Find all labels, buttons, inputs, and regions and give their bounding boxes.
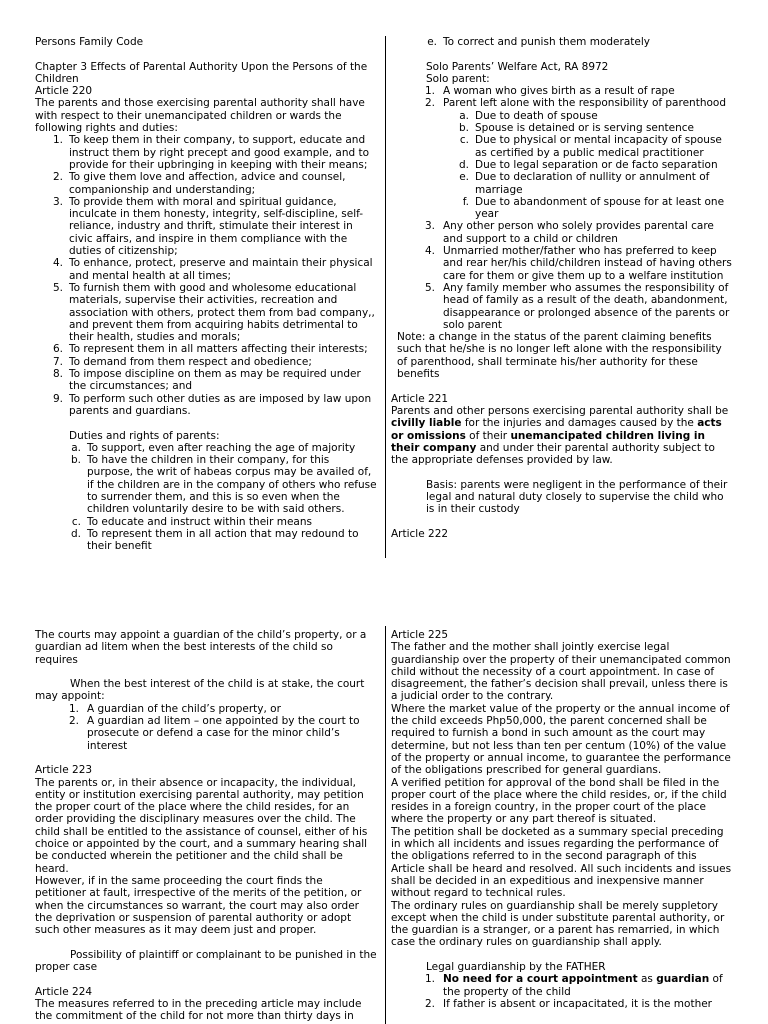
list-item: 3. To provide them with moral and spiritual guidance, inculcate in them honesty, integrity, self-discipline, self-reliance, industry and thrift, stimulate their interest in civic affairs, and inspire in them compliance with the duties of citizenship; <box>52 195 364 258</box>
list-item: b. To have the children in their company, for this purpose, the writ of habeas corpus may be availed of, if the children are in the company of others who refuse to surrender them, and this is so even when the children voluntarily desire to be with said others. <box>70 454 377 516</box>
list-item: c. To educate and instruct within their means <box>71 515 312 528</box>
list-item: 1. A guardian of the child’s property, or <box>68 702 281 715</box>
list-item: 4. Unmarried mother/father who has preferred to keep and rear her/his child/children instead of having others care for them or give them up to a welfare institution <box>424 245 732 282</box>
list-item: 9. To perform such other duties as are imposed by law upon parents and guardians. <box>52 392 372 417</box>
column-divider-bottom <box>385 626 386 1024</box>
article-223-para-2: However, if in the same proceeding the court finds the petitioner at fault, irrespective of the merits of the petition, or when the circumstances so warrant, the court may also order the deprivation or suspension of parental authority or adopt such other measures as it may deem just and proper. <box>35 874 362 937</box>
father-guardianship-heading: Legal guardianship by the FATHER <box>426 961 606 974</box>
list-item: 4. To enhance, protect, preserve and maintain their physical and mental health at all times; <box>52 257 373 282</box>
top-left-column <box>35 36 377 552</box>
article-225-para-4: The petition shall be docketed as a summary special preceding in which all incidents and issues regarding the performance of the obligations referred to in the second paragraph of this Article shall be heard and resolved. All such incidents and issues shall be decided in an expeditious and inexpensive manner without regard to technical rules. <box>391 825 732 900</box>
list-item: 2. If father is absent or incapacitated, it is the mother <box>424 997 712 1010</box>
list-item: 8. To impose discipline on them as may be required under the circumstances; and <box>52 368 361 393</box>
list-item: 3. Any other person who solely provides parental care and support to a child or children <box>424 220 714 245</box>
article-225-para-3: A verified petition for approval of the bond shall be filed in the proper court of the place where the child resides, or, if the child resides in a foreign country, in the proper court of the place where the property or any part thereof is situated. <box>391 776 727 826</box>
status-change-note: Note: a change in the status of the parent claiming benefits such that he/she is no longer left alone with the responsibility of parenthood, shall terminate his/her authority for these benefits <box>397 331 722 381</box>
article-220-intro: The parents and those exercising parental authority shall have with respect to their unemancipated children or wards the following rights and duties: <box>35 97 365 135</box>
top-right-column <box>391 36 733 540</box>
article-225-para-5: The ordinary rules on guardianship shall be merely suppletory except when the child is under substitute parental authority, or the guardian is a stranger, or a parent has remarried, in which case the ordinary rules on guardianship shall apply. <box>391 899 725 949</box>
list-item: d. Due to legal separation or de facto separation <box>458 158 718 171</box>
article-222-heading: Article 222 <box>391 527 449 540</box>
list-item: c. Due to physical or mental incapacity of spouse as certified by a public medical practitioner <box>459 134 722 159</box>
article-224-heading: Article 224 <box>35 985 93 998</box>
article-225-para-1: The father and the mother shall jointly exercise legal guardianship over the property of their unemancipated common child without the necessity of a court appointment. In case of disagreement, the father’s decision shall prevail, unless there is a judicial order to the contrary. <box>391 641 731 703</box>
list-item: 2. A guardian ad litem – one appointed by the court to prosecute or defend a case for the minor child’s interest <box>68 715 360 752</box>
article-221-heading: Article 221 <box>391 392 449 405</box>
court-may-appoint: When the best interest of the child is at stake, the court may appoint: <box>35 678 365 703</box>
bottom-right-column <box>391 629 733 1010</box>
article-220-heading: Article 220 <box>35 85 93 98</box>
appointment-list <box>35 703 377 752</box>
article-221-body: Parents and other persons exercising parental authority shall be civilly liable for the injuries and damages caused by the acts or omissions of their unemancipated children living in their company and under their parental authority subject to the appropriate defenses provided by law. <box>391 404 729 467</box>
list-item: a. To support, even after reaching the age of majority <box>71 441 356 454</box>
punishment-possibility: Possibility of plaintiff or complainant to be punished in the proper case <box>35 948 377 974</box>
article-222-body: The courts may appoint a guardian of the child’s property, or a guardian ad litem when the best interests of the child so requires <box>35 629 367 666</box>
solo-parent-label: Solo parent: <box>426 72 490 85</box>
list-item: 2. Parent left alone with the responsibility of parenthood <box>424 97 726 110</box>
solo-parent-sub-list <box>391 110 733 221</box>
list-item: a. Due to death of spouse <box>459 109 598 122</box>
duties-list <box>35 442 377 553</box>
article-224-body: The measures referred to in the preceding article may include the commitment of the child for not more than thirty days in <box>35 997 362 1023</box>
list-item: e. Due to declaration of nullity or annulment of marriage <box>459 171 710 196</box>
column-divider-top <box>385 36 386 558</box>
bottom-left-column <box>35 629 377 1023</box>
list-item: 1. A woman who gives birth as a result of rape <box>424 85 675 98</box>
list-item: 7. To demand from them respect and obedience; <box>52 355 312 368</box>
solo-parents-act-title: Solo Parents’ Welfare Act, RA 8972 <box>426 60 609 73</box>
list-item: e. To correct and punish them moderately <box>427 36 650 48</box>
list-item: b. Spouse is detained or is serving sentence <box>458 122 695 135</box>
rights-duties-list <box>49 134 377 417</box>
document-title: Persons Family Code <box>35 36 144 48</box>
list-item: 1. To keep them in their company, to support, educate and instruct them by right precept and good example, and to provide for their upbringing in keeping with their means; <box>52 134 370 171</box>
list-item: f. Due to abandonment of spouse for at least one year <box>462 195 725 221</box>
list-item: 1. No need for a court appointment as guardian of the property of the child <box>424 973 723 998</box>
article-223-heading: Article 223 <box>35 764 93 777</box>
father-guardianship-list <box>391 973 733 1010</box>
list-item: d. To represent them in all action that may redound to their benefit <box>70 527 359 553</box>
article-223-para-1: The parents or, in their absence or incapacity, the individual, entity or institution exercising parental authority, may petition the proper court of the place where the child resides, for an order providing the disciplinary measures over the child. The child shall be entitled to the assistance of counsel, either of his choice or appointed by the court, and a summary hearing shall be conducted wherein the petitioner and the child shall be heard. <box>35 776 368 875</box>
list-item: 5. To furnish them with good and wholesome educational materials, supervise their activities, recreation and association with others, protect them from bad company,, and prevent them from acquiring habits detrimental to their health, studies and morals; <box>52 281 375 344</box>
solo-parent-list-continued <box>391 220 733 331</box>
article-225-para-2: Where the market value of the property or the annual income of the child exceeds Php50,000, the parent concerned shall be required to furnish a bond in such amount as the court may determine, but not less than ten per centum (10%) of the value of the property or annual income, to guarantee the performance of the obligations prescribed for general guardians. <box>391 702 731 777</box>
article-225-heading: Article 225 <box>391 629 449 641</box>
duties-heading: Duties and rights of parents: <box>69 429 220 442</box>
list-item: 5. Any family member who assumes the responsibility of head of family as a result of the death, abandonment, disappearance or prolonged absence of the parents or solo parent <box>424 281 730 331</box>
article-221-basis: Basis: parents were negligent in the performance of their legal and natural duty closely to supervise the child who is in their custody <box>426 478 728 516</box>
chapter-heading: Chapter 3 Effects of Parental Authority Upon the Persons of the Children <box>35 60 368 85</box>
solo-parent-list <box>391 85 733 110</box>
list-item: 6. To represent them in all matters affecting their interests; <box>52 343 368 356</box>
list-item: 2. To give them love and affection, advice and counsel, companionship and understanding; <box>52 171 346 196</box>
